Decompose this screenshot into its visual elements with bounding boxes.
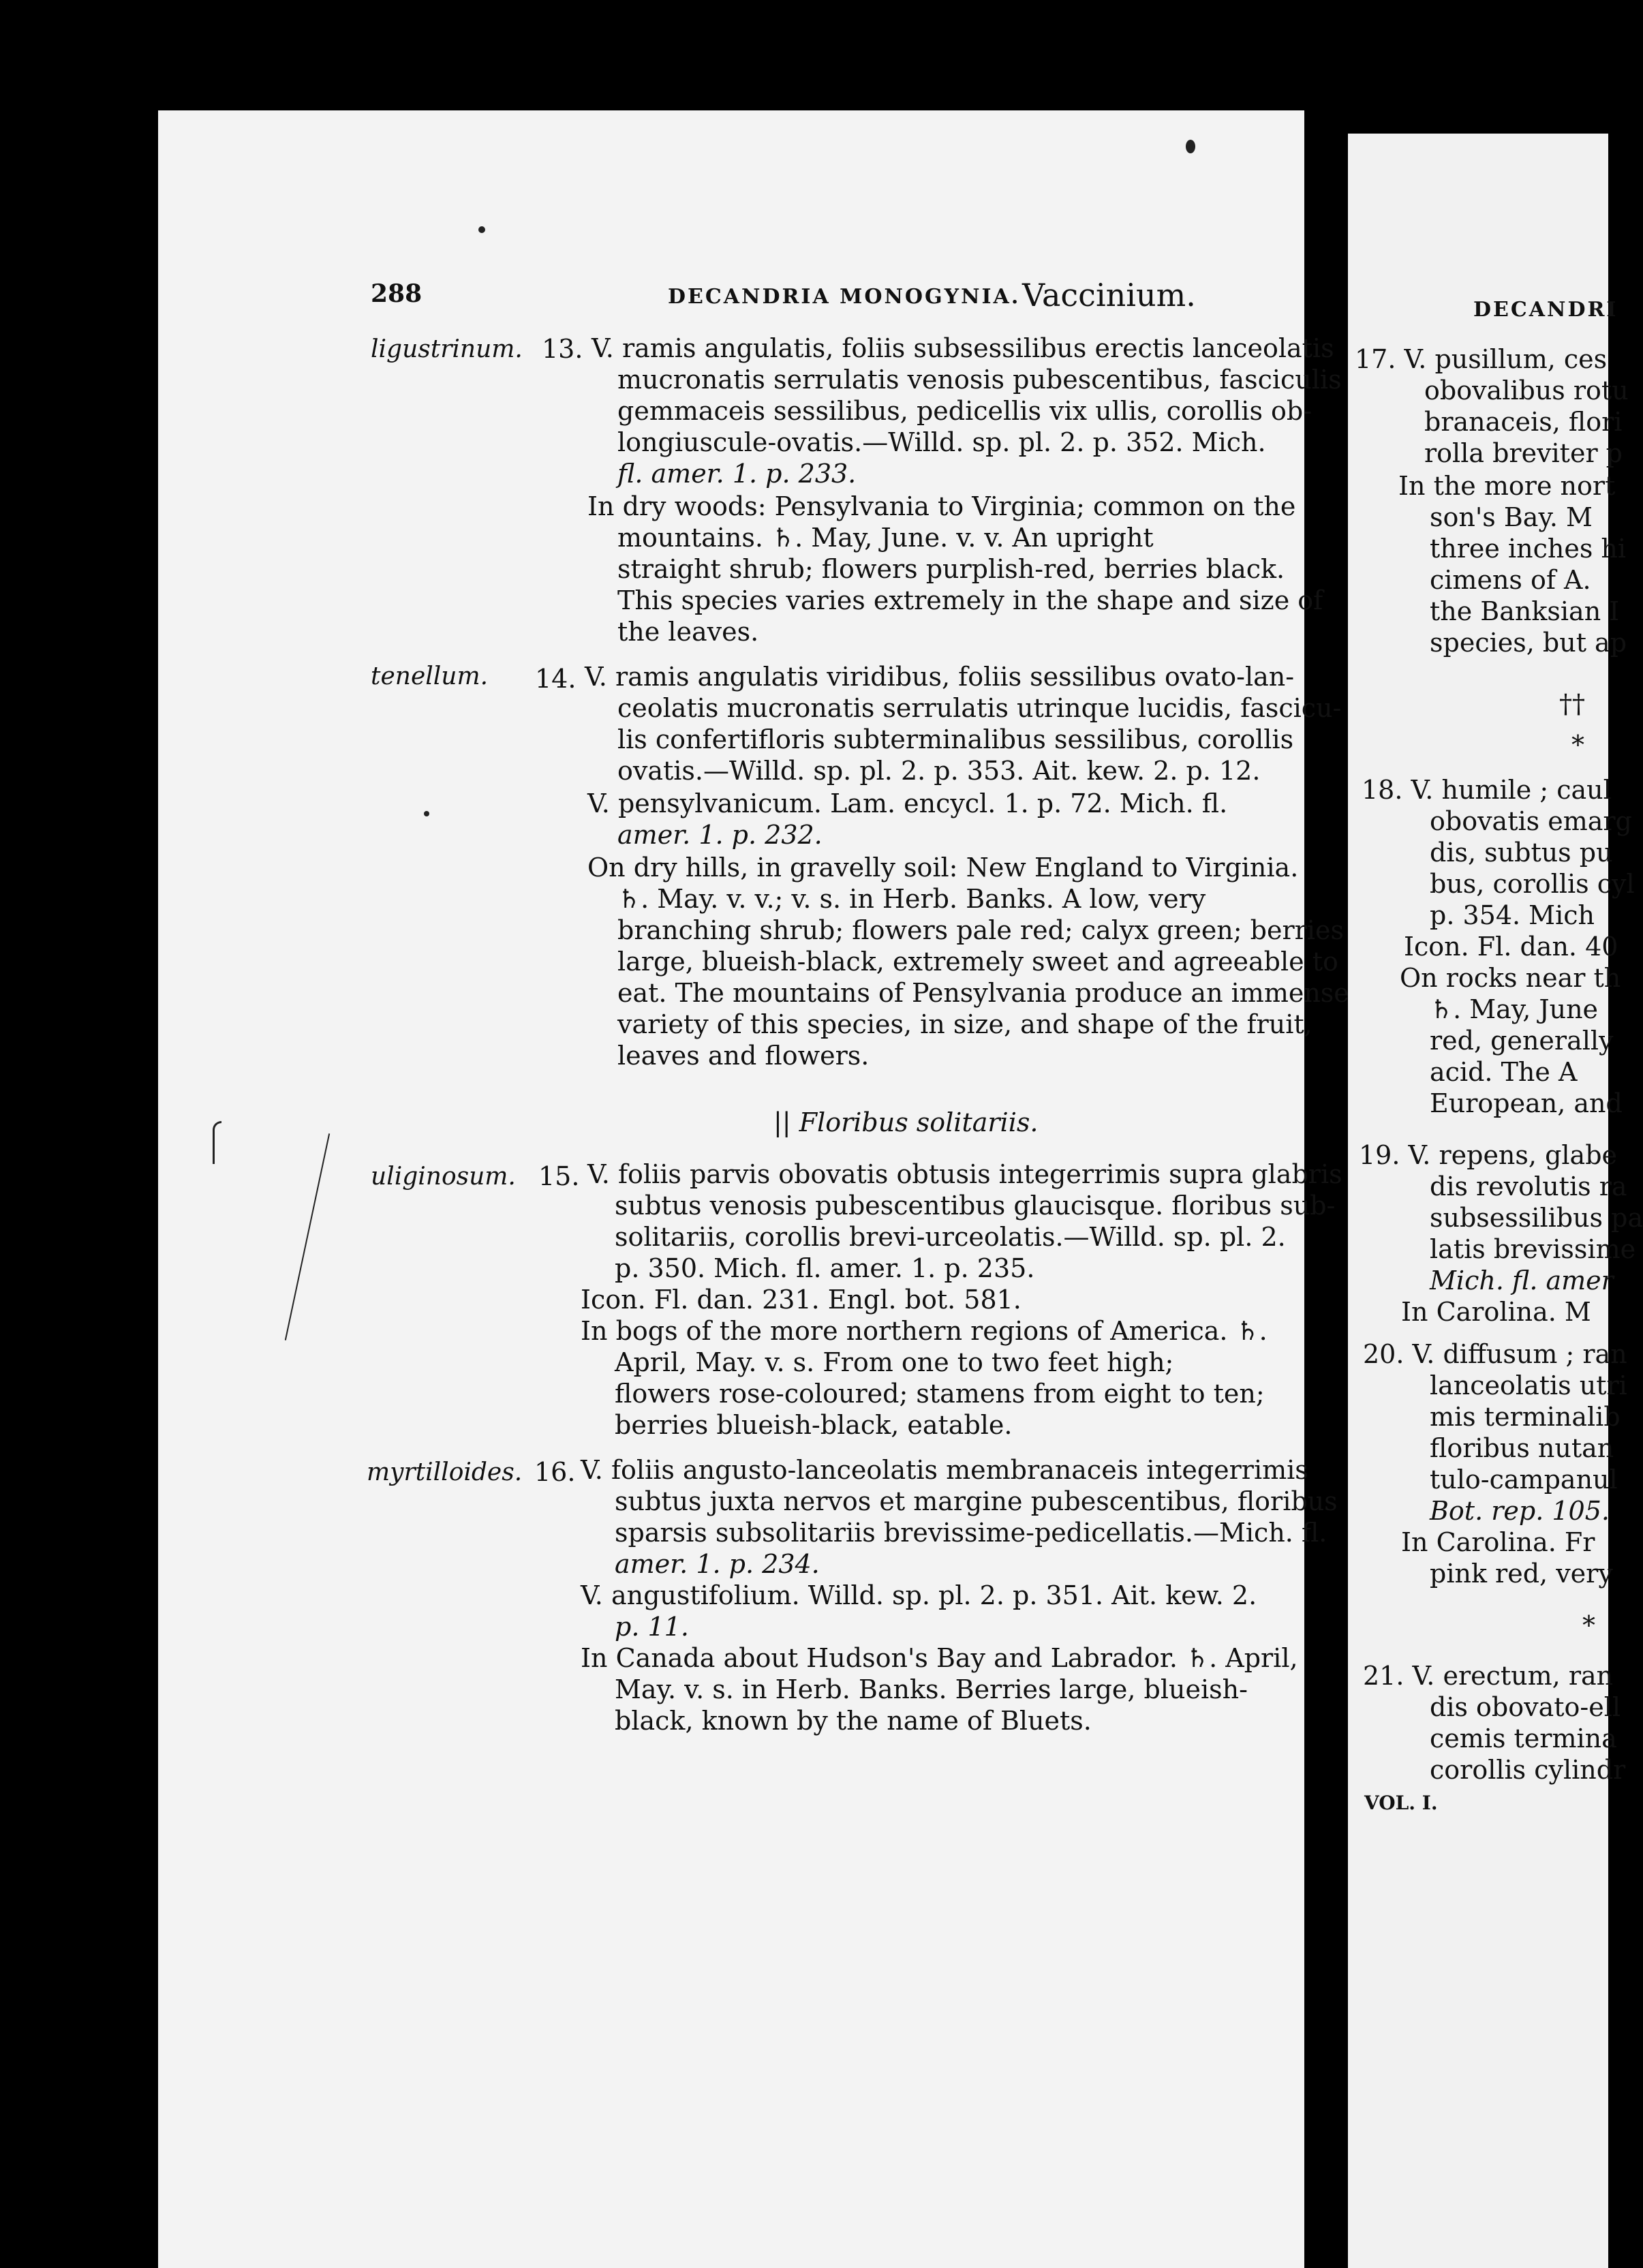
right-line: Mich. fl. amer [1430,1266,1614,1296]
entry-line: In Canada about Hudson's Bay and Labrador. ♄. April, [581,1643,1298,1673]
right-section-mark: †† [1559,689,1585,719]
ink-speck [1186,140,1195,153]
entry-line: sparsis subsolitariis brevissime-pedicellatis.—Mich. fl. [615,1518,1327,1548]
entry-line: the leaves. [617,617,759,647]
right-line: In Carolina. Fr [1401,1527,1595,1557]
right-line: lanceolatis utri [1430,1370,1627,1400]
entry-line: Icon. Fl. dan. 231. Engl. bot. 581. [581,1285,1022,1315]
entry-line: In dry woods: Pensylvania to Virginia; common on the [587,491,1296,521]
entry-line: p. 350. Mich. fl. amer. 1. p. 235. [615,1253,1035,1283]
margin-species-name: uliginosum. [371,1163,516,1191]
right-line: rolla breviter p [1424,438,1623,468]
right-line: floribus nutan [1430,1433,1614,1463]
right-line: branaceis, flori [1424,407,1623,437]
entry-line: ovatis.—Willd. sp. pl. 2. p. 353. Ait. kew. 2. p. 12. [617,756,1261,786]
entry-line: subtus juxta nervos et margine pubescentibus, floribus [615,1486,1338,1516]
entry-line: ceolatis mucronatis serrulatis utrinque lucidis, fascicu- [617,693,1342,723]
entry-line: black, known by the name of Bluets. [615,1706,1092,1736]
right-line: Icon. Fl. dan. 40 [1404,932,1618,962]
right-line: 17. V. pusillum, ces [1355,344,1608,374]
entry-line: lis confertifloris subterminalibus sessilibus, corollis [617,724,1294,754]
right-line: obovatis emarg [1430,806,1632,836]
right-line: 21. V. erectum, ran [1363,1661,1614,1691]
right-line: three inches hi [1430,534,1627,564]
right-line: red, generally [1430,1026,1614,1056]
entry-number: 14. [535,664,577,694]
right-line: In Carolina. M [1401,1297,1591,1327]
entry-line: subtus venosis pubescentibus glaucisque. floribus sub- [615,1191,1336,1221]
right-line: ♄. May, June [1430,994,1599,1024]
entry-line: berries blueish-black, eatable. [615,1410,1013,1440]
right-line: the Banksian I [1430,596,1620,626]
entry-line: V. ramis angulatis viridibus, foliis sessilibus ovato-lan- [585,662,1295,692]
entry-line: eat. The mountains of Pensylvania produce an immense [617,978,1349,1008]
page-number: 288 [371,279,423,308]
entry-line: April, May. v. s. From one to two feet high; [615,1347,1174,1377]
entry-line: large, blueish-black, extremely sweet and agreeable to [617,947,1338,977]
entry-line: fl. amer. 1. p. 233. [617,459,857,489]
entry-line: ♄. May. v. v.; v. s. in Herb. Banks. A low, very [617,884,1206,914]
right-line: acid. The A [1430,1057,1578,1087]
entry-line: amer. 1. p. 234. [615,1549,820,1579]
right-line: dis, subtus pu [1430,838,1613,868]
entry-line: flowers rose-coloured; stamens from eight to ten; [615,1379,1265,1409]
right-line: subsessilibus pa [1430,1203,1643,1233]
margin-species-name: ligustrinum. [371,335,523,363]
entry-line: amer. 1. p. 232. [617,820,823,850]
right-volume-mark: VOL. I. [1364,1792,1438,1814]
entry-line: V. foliis parvis obovatis obtusis integerrimis supra glabris [587,1159,1342,1189]
right-line: species, but ap [1430,628,1627,658]
entry-line: This species varies extremely in the shape and size of [617,585,1323,615]
right-line: p. 354. Mich [1430,900,1595,930]
entry-line: leaves and flowers. [617,1041,870,1071]
entry-number: 15. [538,1161,580,1191]
right-line: son's Bay. M [1430,502,1593,532]
right-line: latis brevissime [1430,1234,1636,1264]
right-line: corollis cylindr [1430,1755,1626,1785]
right-line: In the more nort [1398,471,1616,501]
right-line: pink red, very [1430,1559,1613,1589]
right-line: dis obovato-ell [1430,1692,1621,1722]
entry-line: branching shrub; flowers pale red; calyx green; berries [617,915,1344,945]
margin-bracket-mark [213,1121,221,1164]
right-line: obovalibus rotu [1424,376,1629,405]
right-line: Bot. rep. 105. [1430,1496,1610,1526]
right-running-head: DECANDRI [1473,298,1618,322]
right-section-mark: * [1582,1610,1595,1640]
ink-speck [478,226,485,233]
entry-line: longiuscule-ovatis.—Willd. sp. pl. 2. p. 352. Mich. [617,427,1266,457]
entry-number: 13. [542,334,583,364]
right-line: 20. V. diffusum ; ran [1363,1339,1627,1369]
right-line: mis terminalib [1430,1402,1621,1432]
running-head: DECANDRIA MONOGYNIA. [668,285,1021,309]
right-line: tulo-campanul [1430,1465,1618,1495]
ink-speck [424,811,429,816]
right-line: European, and [1430,1088,1623,1118]
entry-line: solitariis, corollis brevi-urceolatis.—Willd. sp. pl. 2. [615,1222,1286,1252]
entry-line: In bogs of the more northern regions of America. ♄. [581,1316,1268,1346]
entry-line: straight shrub; flowers purplish-red, berries black. [617,554,1285,584]
entry-line: V. pensylvanicum. Lam. encycl. 1. p. 72. Mich. fl. [587,788,1228,818]
entry-line: mucronatis serrulatis venosis pubescentibus, fasciculis [617,365,1342,395]
entry-line: p. 11. [615,1612,689,1642]
entry-line: V. foliis angusto-lanceolatis membranaceis integerrimis [581,1455,1308,1485]
entry-line: gemmaceis sessilibus, pedicellis vix ullis, corollis ob- [617,396,1312,426]
section-heading: || Floribus solitariis. [773,1107,1039,1137]
margin-species-name: myrtilloides. [367,1458,523,1486]
running-head-genus: Vaccinium. [1022,277,1196,313]
right-section-mark: * [1571,730,1584,760]
entry-line: variety of this species, in size, and shape of the fruit, [617,1009,1312,1039]
right-line: cimens of A. [1430,565,1591,595]
entry-line: On dry hills, in gravelly soil: New England to Virginia. [587,853,1299,883]
entry-line: V. angustifolium. Willd. sp. pl. 2. p. 351. Ait. kew. 2. [581,1580,1257,1610]
entry-line: V. ramis angulatis, foliis subsessilibus erectis lanceolatis [592,333,1334,363]
right-line: bus, corollis cyl [1430,869,1635,899]
entry-line: mountains. ♄. May, June. v. v. An upright [617,523,1154,553]
right-line: On rocks near th [1400,963,1621,993]
margin-species-name: tenellum. [371,662,489,690]
right-line: 19. V. repens, glabe [1359,1140,1618,1170]
right-line: 18. V. humile ; caul [1362,775,1612,805]
right-line: cemis termina [1430,1723,1617,1753]
entry-number: 16. [534,1457,576,1487]
right-line: dis revolutis ra [1430,1171,1627,1201]
entry-line: May. v. s. in Herb. Banks. Berries large, blueish- [615,1674,1248,1704]
